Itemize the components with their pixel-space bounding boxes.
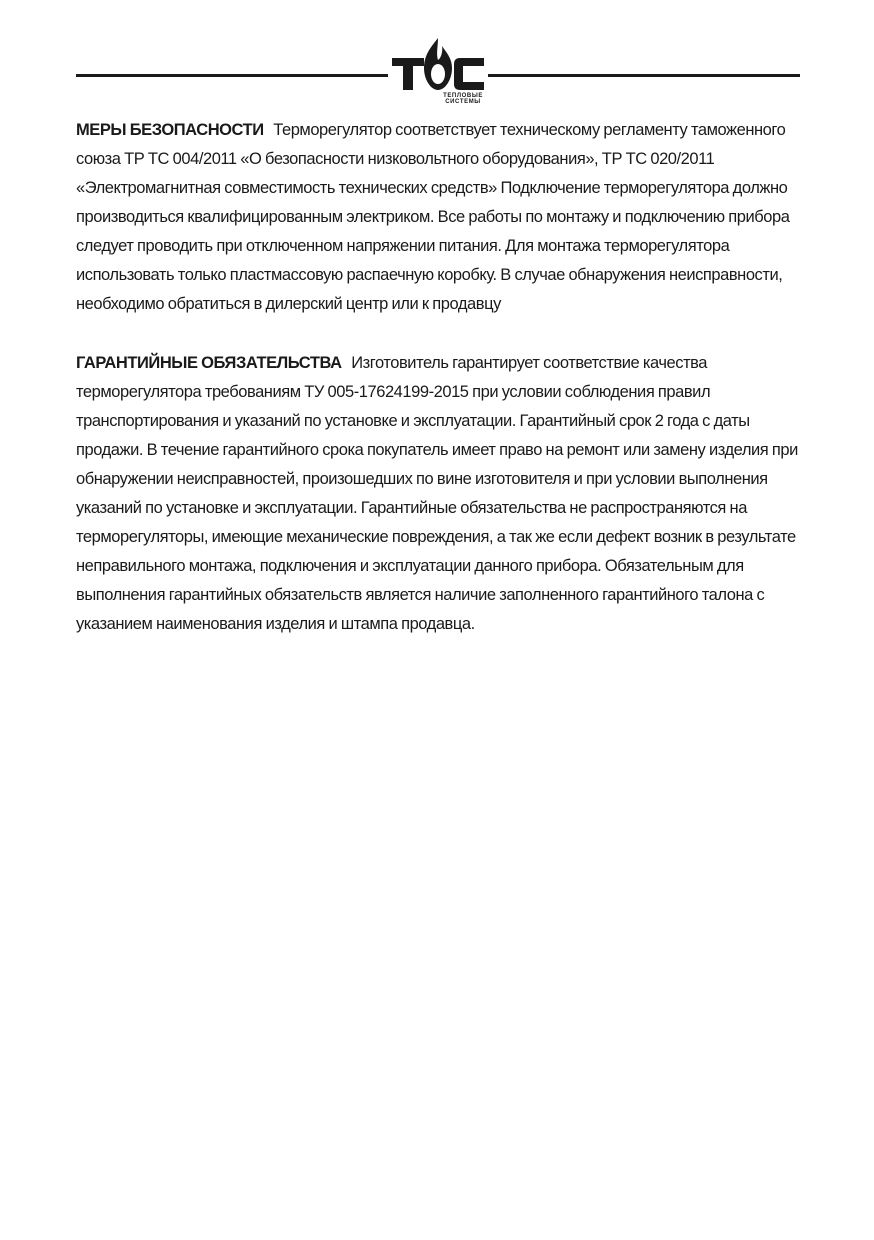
logo-subtitle-line2: СИСТЕМЫ: [445, 99, 481, 105]
document-body: [76, 116, 804, 639]
safety-text: Терморегулятор соответствует техническому регламенту таможенного союза ТР ТС 004/2011 «О безопасности низковольтного оборудования», ТР ТС 020/2011 «Электромагнитная совместимость технических средств» Подключение терморегулятора должно производиться квалифицированным электриком. Все работы по монтажу и подключению прибора следует проводить при отключенном напряжении питания. Для монтажа терморегулятора использовать только пластмассовую распаечную коробку. В случае обнаружения неисправности, необходимо обратиться в дилерский центр или к продавцу: [76, 121, 790, 313]
warranty-section: [76, 349, 804, 639]
logo-subtitle: [438, 93, 488, 105]
safety-heading: МЕРЫ БЕЗОПАСНОСТИ: [76, 121, 264, 139]
warranty-heading: ГАРАНТИЙНЫЕ ОБЯЗАТЕЛЬСТВА: [76, 354, 342, 372]
logo-subtitle-line1: ТЕПЛОВЫЕ: [443, 93, 483, 99]
page-header: [0, 0, 874, 110]
company-logo: [388, 36, 488, 108]
header-rule-left: [76, 74, 388, 77]
warranty-text: Изготовитель гарантирует соответствие качества терморегулятора требованиям ТУ 005-17624199-2015 при условии соблюдения правил транспортирования и указаний по установке и эксплуатации. Гарантийный срок 2 года с даты продажи. В течение гарантийного срока покупатель имеет право на ремонт или замену изделия при обнаружении неисправностей, произошедших по вине изготовителя и при условии выполнения указаний по установке и эксплуатации. Гарантийные обязательства не распространяются на терморегуляторы, имеющие механические повреждения, а так же если дефект возник в результате неправильного монтажа, подключения и эксплуатации данного прибора. Обязательным для выполнения гарантийных обязательств является наличие заполненного гарантийного талона с указанием наименования изделия и штампа продавца.: [76, 354, 798, 633]
flame-logo-icon: [388, 36, 488, 96]
safety-section: [76, 116, 804, 319]
header-rule-right: [488, 74, 800, 77]
